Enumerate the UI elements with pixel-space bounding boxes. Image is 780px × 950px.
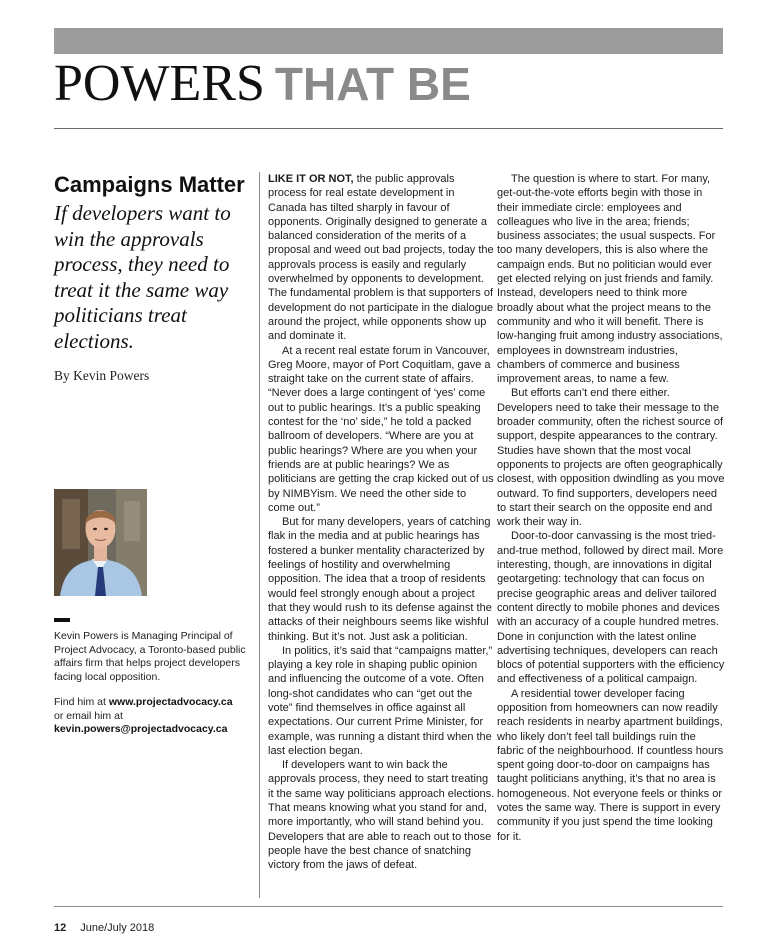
body-paragraph: A residential tower developer facing opposition from homeowners can now readily reach residents in nearby apartment buildings, who likely don’t feel tall buildings ruin the fabric of the neighbourhood. If countless hours spent going door-to-door on campaigns has taught politicians anything, it’s that no area is homogeneous. Not everyone feels or thinks or votes the same way. There is support in every community if you just spend the time looking for it. [497, 687, 724, 843]
footer-rule [54, 906, 723, 907]
body-column-2 [497, 172, 725, 844]
header-bar [54, 28, 723, 54]
bio-text: Kevin Powers is Managing Principal of Project Advocacy, a Toronto-based public affairs firm that helps project developers facing local opposition. [54, 630, 246, 683]
column-rule [259, 172, 260, 898]
article-sidebar [54, 172, 254, 384]
lead-in: LIKE IT OR NOT, [268, 173, 354, 185]
page-number: 12 [54, 922, 67, 934]
body-paragraph: But efforts can’t end there either. Developers need to take their message to the broader community, often the richest source of support, despite appearances to the contrary. Studies have shown that the most vocal opponents to projects are often geographically closest, with opposition dwindling as you move outward. To find supporters, developers need to start their search on the opposite end and work their way in. [497, 387, 725, 529]
masthead-grey-text: THAT BE [274, 58, 471, 110]
bio-find-prefix: Find him at [54, 696, 109, 708]
author-photo [54, 489, 147, 596]
body-paragraph: But for many developers, years of catching flak in the media and at public hearings has fostered a bunker mentality characterized by feelings of hostility and overwhelming opposition. The idea that a troop of residents would feel strongly enough about a project that they would rush to its defense against the attacks of their neighbours seems like wishful thinking. But it’s not. Just ask a politician. [268, 516, 492, 643]
body-paragraph [268, 172, 496, 344]
bio-contact [54, 696, 254, 737]
body-paragraph: In politics, it’s said that “campaigns matter,” playing a key role in shaping public opinion and influencing the outcome of a vote. Often long-shot candidates who can “get out the vote” find themselves in office against all expectations. Our current Prime Minister, for example, was running a distant third when the last election began. [268, 644, 493, 757]
article-byline: By Kevin Powers [54, 368, 150, 383]
masthead-rule [54, 128, 723, 129]
section-masthead [54, 55, 471, 112]
author-bio [54, 630, 254, 737]
body-paragraph: Door-to-door canvassing is the most tried-and-true method, followed by direct mail. More interesting, though, are innovations in digital geotargeting: technology that can focus on precise geographic areas and deliver tailored content directly to mobile phones and devices with an accuracy of a couple hundred metres. Done in conjunction with the latest online advertising techniques, developers can reach blocs of potential supporters with the efficiency and effectiveness of a political campaign. [497, 530, 725, 686]
body-paragraph: If developers want to win back the approvals process, they need to start treating it the same way politicians approach elections. That means knowing what you stand for and, more importantly, who will stand behind you. Developers that are able to reach out to those people have the best chance of snatching victory from the jaws of defeat. [268, 759, 495, 872]
bio-website-link[interactable]: www.projectadvocacy.ca [108, 696, 233, 708]
bio-rule [54, 618, 70, 622]
body-text: the public approvals process for real estate development in Canada has tilted sharply in favour of opponents. Originally designed to generate a balanced consideration of the merits of a proposal and weed out bad projects, today the approvals process is easily and regularly overwhelmed by opponents to development. The fundamental problem is that supporters of development do not participate in the dialogue around the project, while opponents show up and dominate it. [268, 173, 494, 343]
article-deck: If developers want to win the approvals process, they need to treat it the same way politicians treat elections. [54, 201, 231, 353]
body-paragraph: At a recent real estate forum in Vancouver, Greg Moore, mayor of Port Coquitlam, gave a straight take on the current state of affairs. “Never does a large contingent of ‘yes’ come out to public hearings. It’s a public speaking contest for the ‘no’ side,” he told a packed ballroom of developers. “Where are you at public hearings? Where are you when your friends are at public hearings? We as politicians are getting the crap kicked out of us by NIMBYism. We need the other side to come out.” [268, 344, 494, 514]
body-paragraph: The question is where to start. For many, get-out-the-vote efforts begin with those in their immediate circle: employees and colleagues who live in the area; friends; business associates; the usual suspects. For too many developers, this is also where the campaign ends. But no politician would ever get elected relying on just friends and family. Instead, developers need to think more broadly about what the project means to the community and who it will benefit. There is low-hanging fruit among industry associations, employees in downstream industries, chambers of commerce and business improvement areas, to name a few. [497, 173, 723, 386]
body-column-1 [268, 172, 496, 873]
article-headline: Campaigns Matter [54, 172, 245, 197]
folio [54, 922, 154, 934]
bio-email-prefix: or email him at [54, 709, 123, 722]
bio-email-link[interactable]: kevin.powers@projectadvocacy.ca [54, 723, 228, 735]
issue-date: June/July 2018 [80, 922, 155, 934]
masthead-dark-text: POWERS [54, 55, 265, 112]
